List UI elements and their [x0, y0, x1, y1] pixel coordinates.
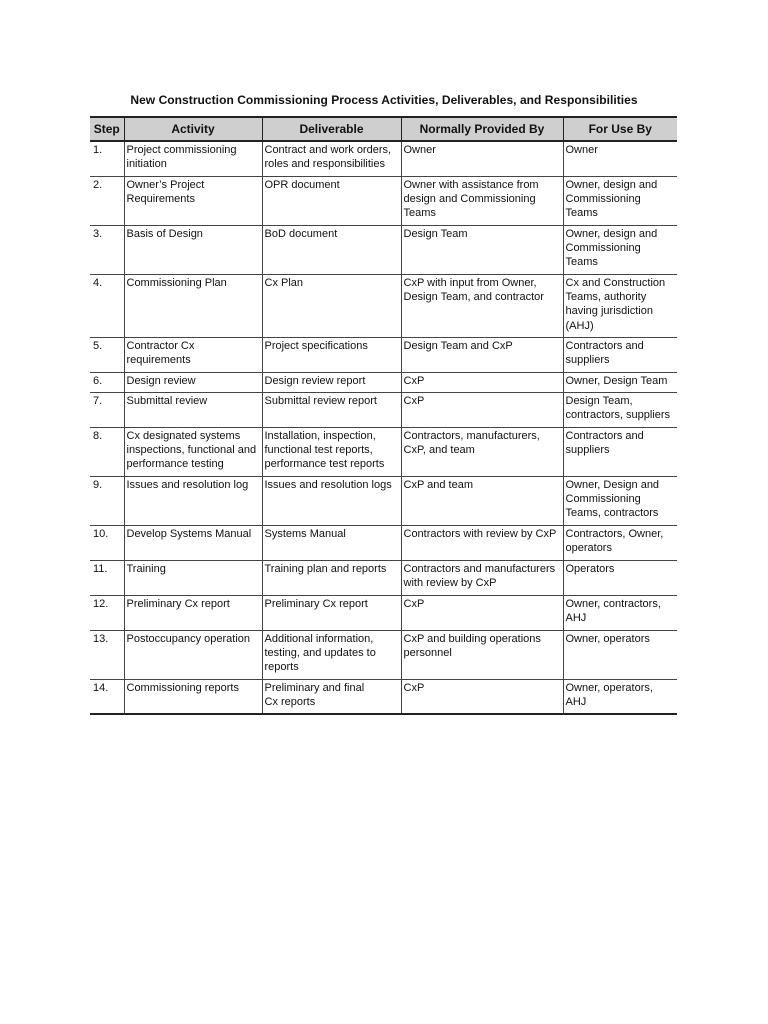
table-row: [90, 630, 677, 679]
cell-activity-line: Basis of Design: [126, 227, 203, 240]
cell-deliverable-line: functional test reports,: [264, 443, 373, 456]
cell-for-use-by: [563, 274, 677, 337]
cell-for-use-by: [563, 560, 677, 595]
cell-deliverable-line: Contract and work orders,: [264, 144, 392, 156]
cell-provided-by: [401, 476, 563, 525]
cell-activity-line: Owner’s Project: [126, 178, 205, 191]
cell-provided-by: [401, 274, 563, 337]
cell-provided-by-line: design and Commissioning: [403, 192, 536, 205]
cell-for-use-by: [563, 427, 677, 476]
cell-activity-line: Cx designated systems: [126, 429, 241, 442]
cell-provided-by-line: Design Team, and contractor: [403, 290, 544, 303]
table-row: [90, 476, 677, 525]
cell-provided-by-line: CxP: [403, 681, 425, 694]
cell-provided-by-line: Owner with assistance from: [403, 178, 539, 191]
cell-activity-line: Preliminary Cx report: [126, 597, 230, 610]
cell-activity: [124, 176, 262, 225]
cell-for-use-by-line: Cx and Construction: [565, 276, 666, 289]
cell-deliverable: [262, 630, 401, 679]
cell-for-use-by-line: Owner: [565, 144, 598, 156]
cell-for-use-by-line: Commissioning: [565, 192, 641, 205]
cell-provided-by: [401, 225, 563, 274]
cell-for-use-by-line: Teams, contractors: [565, 507, 659, 520]
cell-for-use-by: [563, 525, 677, 560]
cell-step: 5.: [90, 337, 124, 372]
cell-for-use-by-line: AHJ: [565, 611, 587, 624]
cell-step: 8.: [90, 427, 124, 476]
cell-provided-by-line: Contractors with review by CxP: [403, 527, 557, 540]
cell-activity-line: initiation: [126, 158, 167, 171]
cell-step: 13.: [90, 630, 124, 679]
cell-for-use-by-line: operators: [565, 541, 612, 554]
cell-deliverable-line: OPR document: [264, 178, 340, 191]
cell-activity: [124, 525, 262, 560]
cell-deliverable-line: roles and responsibilities: [264, 158, 385, 171]
cell-deliverable: [262, 141, 401, 176]
cell-for-use-by: [563, 141, 677, 176]
cell-for-use-by: [563, 595, 677, 630]
cell-deliverable-line: Installation, inspection,: [264, 429, 376, 442]
cell-provided-by-line: CxP with input from Owner,: [403, 276, 537, 289]
header-step: Step: [90, 117, 124, 141]
table-row: [90, 274, 677, 337]
cell-activity: [124, 337, 262, 372]
cell-activity-line: Commissioning Plan: [126, 276, 227, 289]
cell-provided-by: [401, 392, 563, 427]
cell-for-use-by: [563, 392, 677, 427]
cell-for-use-by-line: Contractors and: [565, 339, 644, 352]
cell-provided-by: [401, 372, 563, 392]
cell-activity-line: inspections, functional and: [126, 443, 257, 456]
cell-for-use-by: [563, 679, 677, 714]
cell-provided-by: [401, 679, 563, 714]
cell-step: 12.: [90, 595, 124, 630]
cell-step: 11.: [90, 560, 124, 595]
cell-step: 10.: [90, 525, 124, 560]
cell-provided-by-line: CxP, and team: [403, 443, 475, 456]
cell-for-use-by-line: Teams: [565, 256, 598, 269]
cell-step: 3.: [90, 225, 124, 274]
header-activity: Activity: [124, 117, 262, 141]
cell-provided-by: [401, 525, 563, 560]
cell-for-use-by-line: suppliers: [565, 443, 610, 456]
cell-provided-by-line: Owner: [403, 144, 436, 156]
cell-deliverable: [262, 176, 401, 225]
cell-for-use-by-line: Owner, contractors,: [565, 597, 661, 610]
cell-activity: [124, 679, 262, 714]
cell-step: 7.: [90, 392, 124, 427]
table-row: [90, 525, 677, 560]
header-provided-by: Normally Provided By: [401, 117, 563, 141]
cell-provided-by-line: CxP: [403, 374, 425, 387]
cell-for-use-by-line: Contractors, Owner,: [565, 527, 664, 540]
cell-deliverable: [262, 392, 401, 427]
cell-deliverable-line: Cx reports: [264, 695, 316, 708]
cell-for-use-by: [563, 337, 677, 372]
cell-deliverable-line: Additional information,: [264, 632, 374, 645]
cell-activity-line: Develop Systems Manual: [126, 527, 252, 540]
cell-provided-by-line: with review by CxP: [403, 576, 497, 589]
cell-deliverable: [262, 476, 401, 525]
cell-for-use-by: [563, 476, 677, 525]
cell-deliverable-line: Design review report: [264, 374, 366, 387]
cell-provided-by: [401, 595, 563, 630]
table-body: [90, 141, 677, 714]
cell-for-use-by-line: Commissioning: [565, 241, 641, 254]
cell-provided-by-line: CxP: [403, 394, 425, 407]
cell-activity: [124, 372, 262, 392]
cell-provided-by: [401, 560, 563, 595]
cell-for-use-by-line: Owner, design and: [565, 178, 658, 191]
cell-provided-by-line: Design Team: [403, 227, 468, 240]
cell-provided-by-line: Design Team and CxP: [403, 339, 513, 352]
cell-deliverable-line: Systems Manual: [264, 527, 346, 540]
cell-deliverable-line: Cx Plan: [264, 276, 304, 289]
cell-deliverable: [262, 427, 401, 476]
cell-activity-line: Postoccupancy operation: [126, 632, 251, 645]
cell-deliverable-line: Preliminary and final: [264, 681, 365, 694]
cell-for-use-by-line: Teams, authority: [565, 290, 647, 303]
cell-activity-line: performance testing: [126, 458, 224, 471]
cell-activity: [124, 392, 262, 427]
cell-provided-by: [401, 337, 563, 372]
table-header-row: [90, 117, 677, 141]
cell-activity-line: Training: [126, 562, 166, 575]
cell-provided-by: [401, 630, 563, 679]
header-for-use-by: For Use By: [563, 117, 677, 141]
cell-deliverable: [262, 560, 401, 595]
cell-for-use-by: [563, 372, 677, 392]
table-row: [90, 392, 677, 427]
cell-step: 14.: [90, 679, 124, 714]
cell-provided-by-line: Contractors, manufacturers,: [403, 429, 540, 442]
cell-for-use-by: [563, 176, 677, 225]
header-deliverable: Deliverable: [262, 117, 401, 141]
cell-deliverable-line: Submittal review report: [264, 394, 377, 407]
cell-provided-by-line: CxP and team: [403, 478, 474, 491]
cell-activity-line: Submittal review: [126, 394, 208, 407]
cell-provided-by-line: CxP: [403, 597, 425, 610]
cell-for-use-by: [563, 630, 677, 679]
cell-step: 1.: [90, 141, 124, 176]
cell-for-use-by-line: Teams: [565, 207, 598, 220]
cell-deliverable: [262, 274, 401, 337]
cell-activity: [124, 225, 262, 274]
cell-activity: [124, 595, 262, 630]
cell-for-use-by-line: Operators: [565, 562, 615, 575]
cell-activity-line: Commissioning reports: [126, 681, 239, 694]
table-row: [90, 595, 677, 630]
cell-step: 6.: [90, 372, 124, 392]
cell-activity-line: Issues and resolution log: [126, 478, 249, 491]
cell-activity: [124, 476, 262, 525]
cell-deliverable: [262, 679, 401, 714]
cell-for-use-by-line: Owner, Design and: [565, 478, 660, 491]
cell-deliverable: [262, 337, 401, 372]
cell-deliverable-line: reports: [264, 661, 299, 674]
cell-deliverable: [262, 372, 401, 392]
cell-for-use-by-line: having jurisdiction: [565, 305, 653, 318]
cell-step: 4.: [90, 274, 124, 337]
cell-activity-line: requirements: [126, 353, 191, 366]
cell-activity: [124, 427, 262, 476]
cell-activity: [124, 141, 262, 176]
cell-deliverable-line: Preliminary Cx report: [264, 597, 368, 610]
cell-activity: [124, 274, 262, 337]
cell-for-use-by-line: (AHJ): [565, 319, 594, 332]
cell-for-use-by-line: contractors, suppliers: [565, 408, 671, 421]
cell-deliverable: [262, 525, 401, 560]
table-row: [90, 337, 677, 372]
cell-provided-by-line: Contractors and manufacturers: [403, 562, 556, 575]
cell-provided-by-line: personnel: [403, 646, 452, 659]
cell-deliverable-line: Training plan and reports: [264, 562, 387, 575]
cell-for-use-by-line: Design Team,: [565, 394, 633, 407]
cell-activity-line: Contractor Cx: [126, 339, 195, 352]
cell-for-use-by-line: Owner, design and: [565, 227, 658, 240]
cell-for-use-by-line: Owner, operators: [565, 632, 650, 645]
cell-for-use-by-line: Owner, Design Team: [565, 374, 668, 387]
cell-provided-by-line: CxP and building operations: [403, 632, 541, 645]
table-row: [90, 225, 677, 274]
cell-deliverable-line: Issues and resolution logs: [264, 478, 392, 491]
cell-deliverable: [262, 225, 401, 274]
cell-deliverable-line: Project specifications: [264, 339, 368, 352]
cell-deliverable-line: BoD document: [264, 227, 338, 240]
cell-activity: [124, 630, 262, 679]
cell-step: 9.: [90, 476, 124, 525]
cell-for-use-by-line: AHJ: [565, 695, 587, 708]
cell-for-use-by-line: suppliers: [565, 353, 610, 366]
cell-provided-by: [401, 427, 563, 476]
cell-for-use-by-line: Owner, operators,: [565, 681, 653, 694]
table-row: [90, 141, 677, 176]
cell-for-use-by-line: Contractors and: [565, 429, 644, 442]
cell-activity: [124, 560, 262, 595]
cell-for-use-by-line: Commissioning: [565, 492, 641, 505]
table-row: [90, 176, 677, 225]
table-row: [90, 427, 677, 476]
cell-for-use-by: [563, 225, 677, 274]
cell-activity-line: Project commissioning: [126, 144, 237, 156]
cell-deliverable-line: testing, and updates to: [264, 646, 376, 659]
table-row: [90, 560, 677, 595]
cell-deliverable-line: performance test reports: [264, 458, 385, 471]
cell-provided-by: [401, 176, 563, 225]
cell-deliverable: [262, 595, 401, 630]
cell-activity-line: Design review: [126, 374, 196, 387]
cell-provided-by: [401, 141, 563, 176]
commissioning-table: [90, 116, 677, 715]
document-title: New Construction Commissioning Process Activities, Deliverables, and Responsibilities: [130, 93, 638, 107]
cell-activity-line: Requirements: [126, 192, 195, 205]
table-row: [90, 679, 677, 714]
cell-provided-by-line: Teams: [403, 207, 436, 220]
cell-step: 2.: [90, 176, 124, 225]
table-row: [90, 372, 677, 392]
